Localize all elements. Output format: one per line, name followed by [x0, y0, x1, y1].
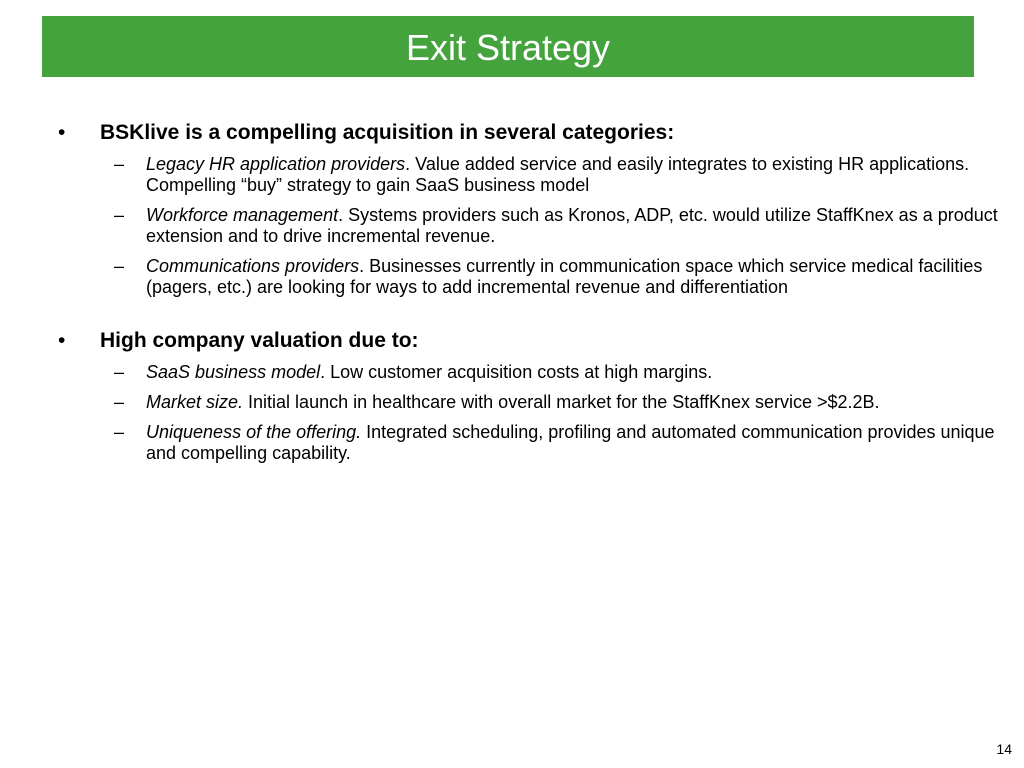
title-bar: [42, 16, 974, 77]
list-item-text: [146, 362, 998, 383]
list-item-body: Initial launch in healthcare with overall market for the StaffKnex service >$2.2B.: [243, 392, 880, 413]
dash-icon: –: [114, 205, 125, 226]
list-item: [114, 392, 998, 413]
list-item-lead: Communications providers: [146, 256, 360, 277]
section-acquisition: [58, 120, 998, 298]
list-item-text: [146, 422, 998, 464]
list-item-text: [146, 205, 998, 247]
list-item-text: [146, 392, 998, 413]
list-item-body: . Systems providers such as Kronos, ADP, etc. would utilize StaffKnex as a product extension and to drive incremental revenue.: [146, 205, 998, 247]
list-item-body: . Low customer acquisition costs at high margins.: [320, 362, 713, 383]
list-item: [114, 154, 998, 196]
list-item-body: . Businesses currently in communication space which service medical facilities (pagers, etc.) are looking for ways to add incremental revenue and differentiation: [146, 256, 983, 298]
bullet-icon: •: [58, 329, 66, 353]
list-item-lead: SaaS business model: [146, 362, 321, 383]
slide-content: [58, 120, 998, 494]
list-item: [114, 205, 998, 247]
slide-title: Exit Strategy: [405, 26, 611, 68]
list-item-text: [146, 256, 998, 298]
list-item-body: . Value added service and easily integrates to existing HR applications. Compelling “buy” strategy to gain SaaS business model: [146, 154, 970, 196]
list-item: [114, 362, 998, 383]
list-item: [114, 422, 998, 464]
dash-icon: –: [114, 256, 125, 277]
list-item-text: [146, 154, 998, 196]
list-item-body: Integrated scheduling, profiling and automated communication provides unique and compelling capability.: [146, 422, 995, 464]
list-item: [114, 256, 998, 298]
bullet-icon: •: [58, 121, 66, 144]
section-heading: High company valuation due to:: [100, 329, 419, 353]
section-valuation: [58, 328, 998, 464]
dash-icon: –: [114, 154, 125, 175]
bullet-heading: [58, 120, 998, 145]
list-item-lead: Uniqueness of the offering.: [146, 422, 362, 443]
dash-icon: –: [114, 392, 125, 413]
dash-icon: –: [114, 362, 125, 383]
dash-icon: –: [114, 422, 125, 443]
section-heading: BSKlive is a compelling acquisition in several categories:: [100, 121, 675, 144]
list-item-lead: Market size.: [146, 392, 244, 413]
bullet-heading: [58, 328, 998, 353]
list-item-lead: Legacy HR application providers: [146, 154, 406, 175]
page-number: 14: [996, 741, 1012, 757]
list-item-lead: Workforce management: [146, 205, 339, 226]
